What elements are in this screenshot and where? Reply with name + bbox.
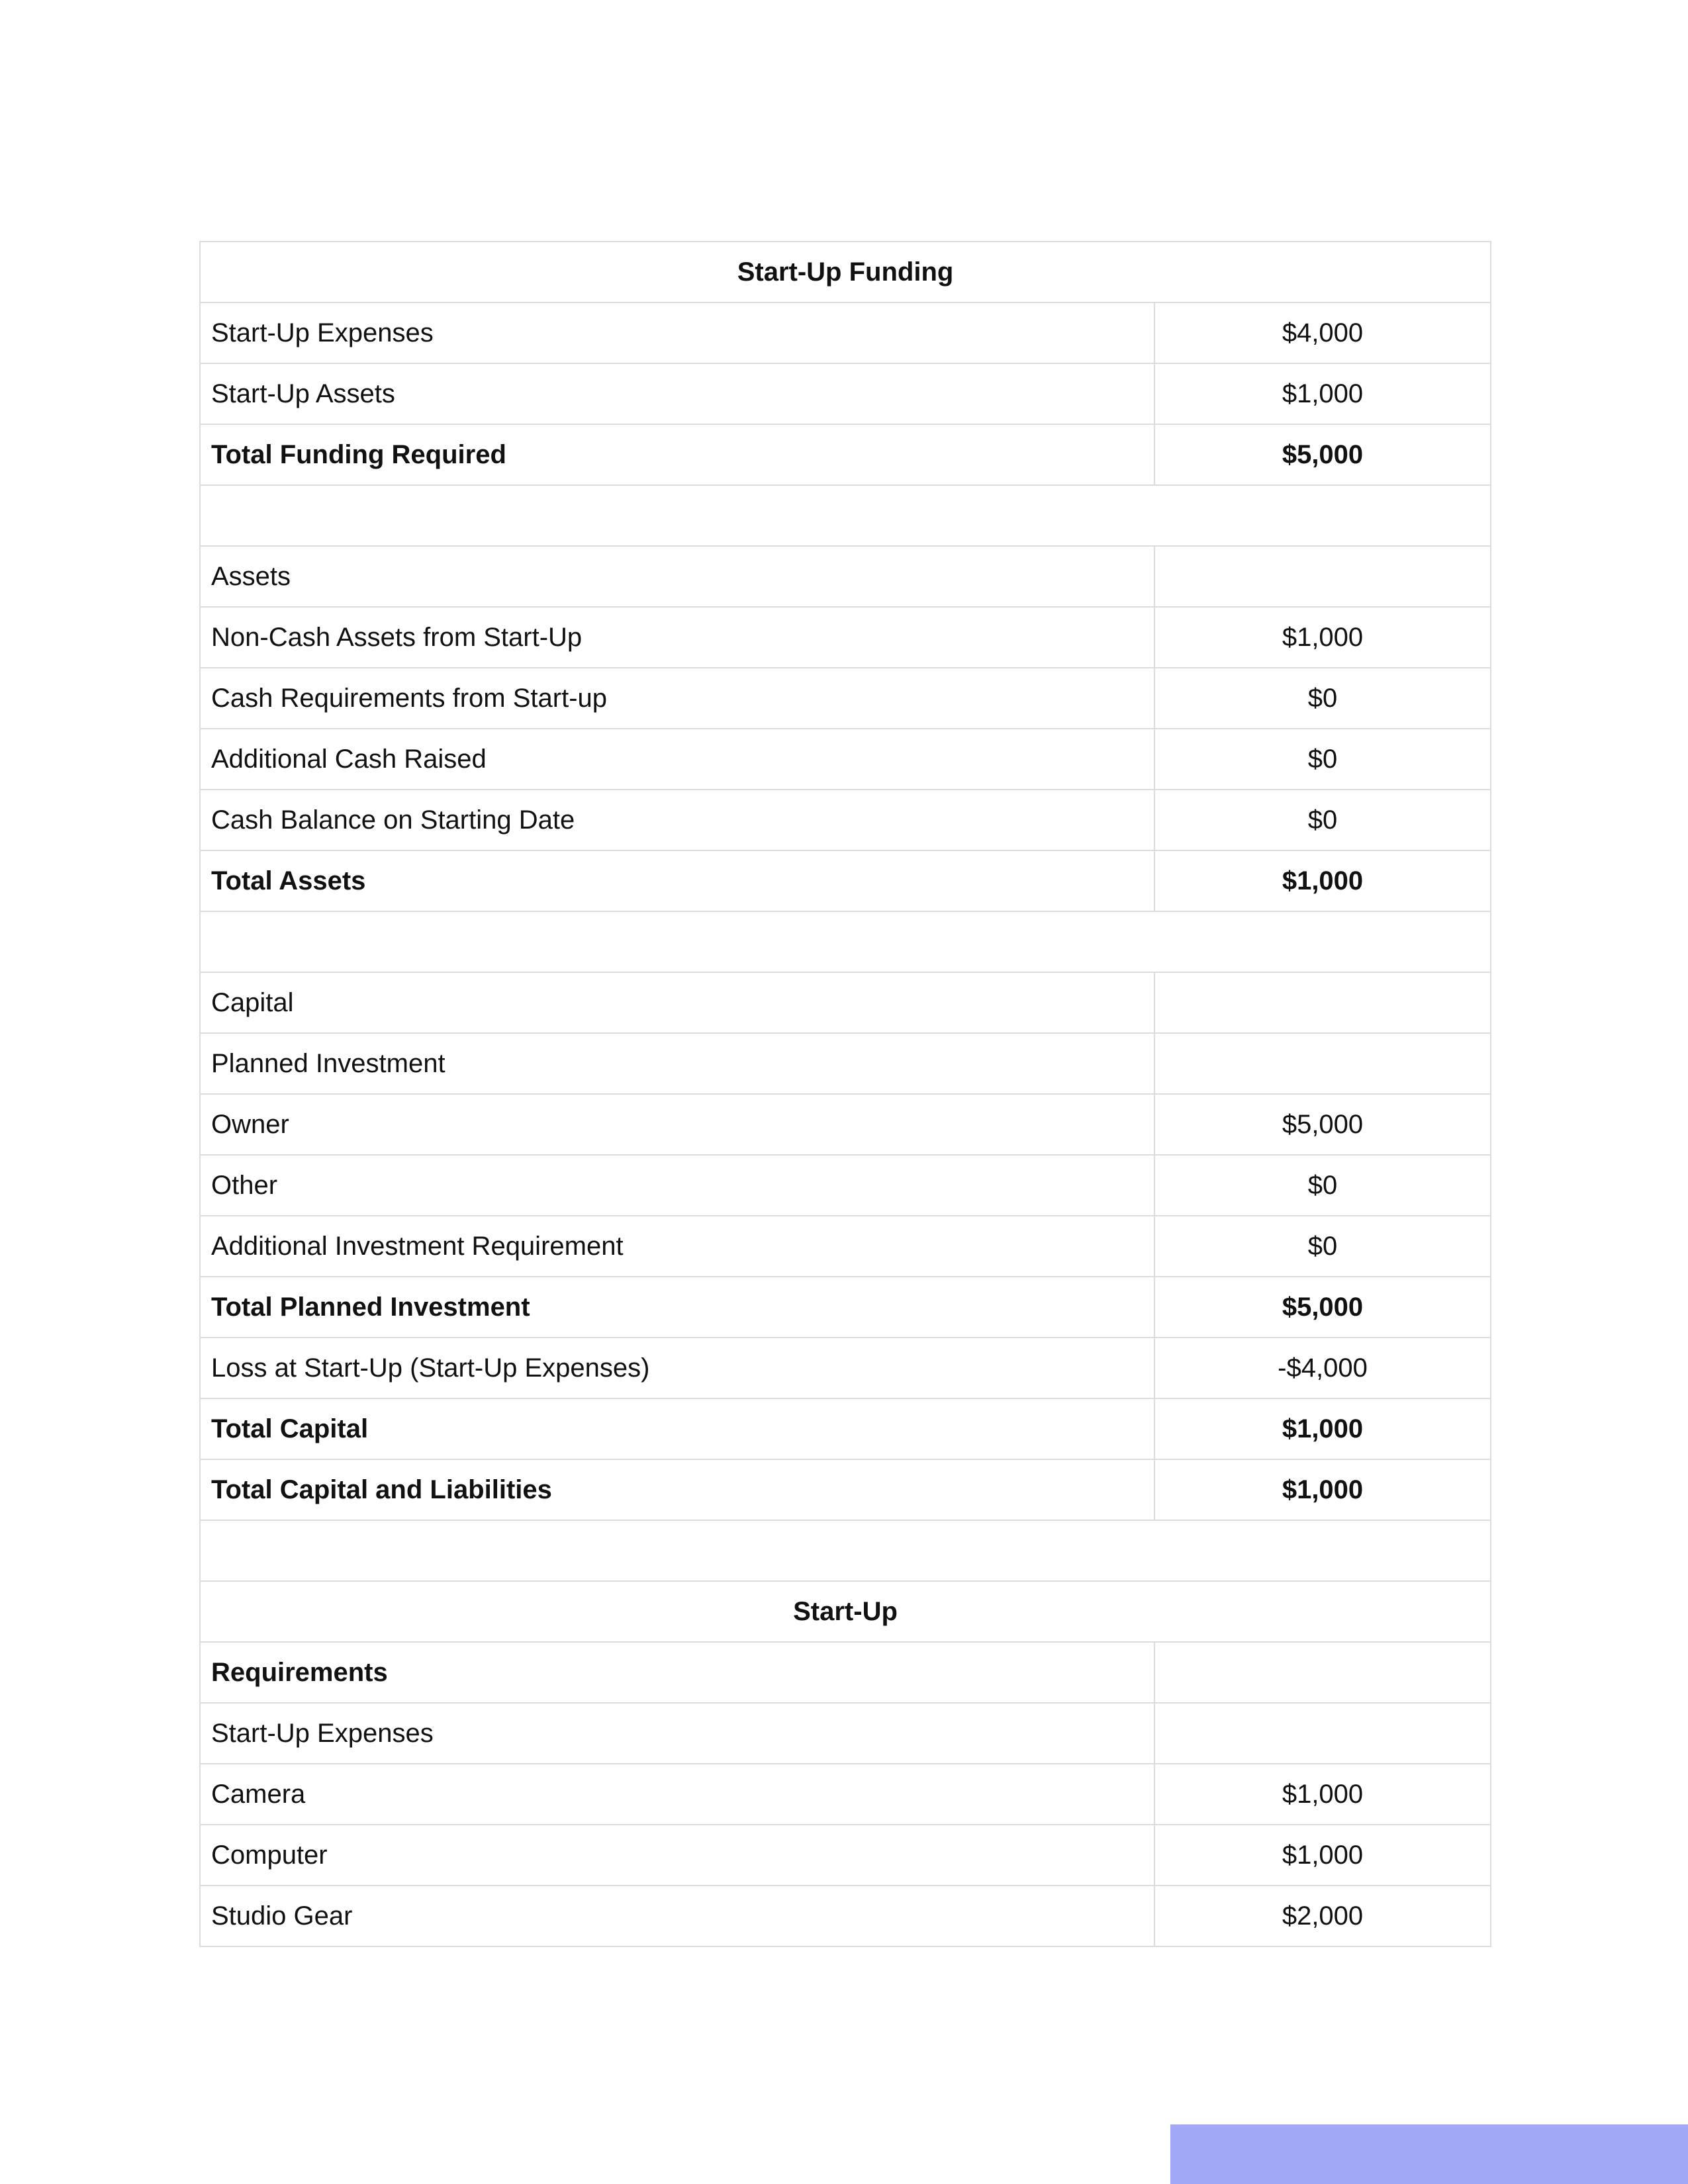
spacer-row — [200, 911, 1491, 972]
table-header-row — [200, 242, 1491, 302]
table-header-row — [200, 1581, 1491, 1642]
spacer-cell — [200, 1520, 1491, 1581]
row-label: Requirements — [200, 1642, 1154, 1703]
row-value: $1,000 — [1154, 1825, 1491, 1886]
row-label: Studio Gear — [200, 1886, 1154, 1946]
row-label: Non-Cash Assets from Start-Up — [200, 607, 1154, 668]
row-label: Additional Cash Raised — [200, 729, 1154, 790]
total-row — [200, 424, 1491, 485]
spacer-row — [200, 485, 1491, 546]
row-value: $0 — [1154, 1216, 1491, 1277]
row-value — [1154, 546, 1491, 607]
table-row — [200, 972, 1491, 1033]
spacer-row — [200, 1520, 1491, 1581]
table-row — [200, 1155, 1491, 1216]
table-row — [200, 1033, 1491, 1094]
table-row — [200, 1886, 1491, 1946]
row-label: Owner — [200, 1094, 1154, 1155]
row-value: $1,000 — [1154, 363, 1491, 424]
table-row — [200, 1703, 1491, 1764]
row-value — [1154, 1642, 1491, 1703]
row-label: Total Assets — [200, 850, 1154, 911]
total-row — [200, 850, 1491, 911]
table-row — [200, 790, 1491, 850]
row-value: $5,000 — [1154, 1094, 1491, 1155]
row-value: $0 — [1154, 1155, 1491, 1216]
row-value: $1,000 — [1154, 607, 1491, 668]
total-row — [200, 1459, 1491, 1520]
table-row — [200, 1825, 1491, 1886]
row-label: Planned Investment — [200, 1033, 1154, 1094]
row-label: Total Planned Investment — [200, 1277, 1154, 1338]
spacer-cell — [200, 485, 1491, 546]
row-value — [1154, 972, 1491, 1033]
row-value: $1,000 — [1154, 1459, 1491, 1520]
row-label: Assets — [200, 546, 1154, 607]
table-row — [200, 302, 1491, 363]
row-label: Cash Balance on Starting Date — [200, 790, 1154, 850]
row-value: $5,000 — [1154, 1277, 1491, 1338]
row-value: $5,000 — [1154, 424, 1491, 485]
table-row — [200, 1216, 1491, 1277]
row-value — [1154, 1703, 1491, 1764]
table-row — [200, 607, 1491, 668]
row-value: $0 — [1154, 729, 1491, 790]
section-title-startup-funding: Start-Up Funding — [200, 242, 1491, 302]
row-label: Start-Up Expenses — [200, 1703, 1154, 1764]
row-label: Additional Investment Requirement — [200, 1216, 1154, 1277]
row-value: $1,000 — [1154, 1764, 1491, 1825]
section-title-startup: Start-Up — [200, 1581, 1491, 1642]
subheader-row — [200, 1642, 1491, 1703]
startup-funding-table — [199, 241, 1491, 1947]
row-value: $0 — [1154, 668, 1491, 729]
row-label: Start-Up Assets — [200, 363, 1154, 424]
table-row — [200, 1338, 1491, 1398]
decorative-corner-band — [1170, 2124, 1688, 2184]
row-label: Total Capital and Liabilities — [200, 1459, 1154, 1520]
table-row — [200, 546, 1491, 607]
row-label: Loss at Start-Up (Start-Up Expenses) — [200, 1338, 1154, 1398]
row-label: Start-Up Expenses — [200, 302, 1154, 363]
table-row — [200, 1764, 1491, 1825]
row-value: -$4,000 — [1154, 1338, 1491, 1398]
row-value: $2,000 — [1154, 1886, 1491, 1946]
table-row — [200, 1094, 1491, 1155]
row-value: $4,000 — [1154, 302, 1491, 363]
row-value: $1,000 — [1154, 850, 1491, 911]
row-label: Total Funding Required — [200, 424, 1154, 485]
total-row — [200, 1398, 1491, 1459]
row-label: Total Capital — [200, 1398, 1154, 1459]
row-value — [1154, 1033, 1491, 1094]
row-label: Computer — [200, 1825, 1154, 1886]
table-row — [200, 668, 1491, 729]
row-value: $0 — [1154, 790, 1491, 850]
row-label: Capital — [200, 972, 1154, 1033]
table-row — [200, 363, 1491, 424]
row-value: $1,000 — [1154, 1398, 1491, 1459]
total-row — [200, 1277, 1491, 1338]
table-row — [200, 729, 1491, 790]
row-label: Cash Requirements from Start-up — [200, 668, 1154, 729]
row-label: Other — [200, 1155, 1154, 1216]
row-label: Camera — [200, 1764, 1154, 1825]
spacer-cell — [200, 911, 1491, 972]
